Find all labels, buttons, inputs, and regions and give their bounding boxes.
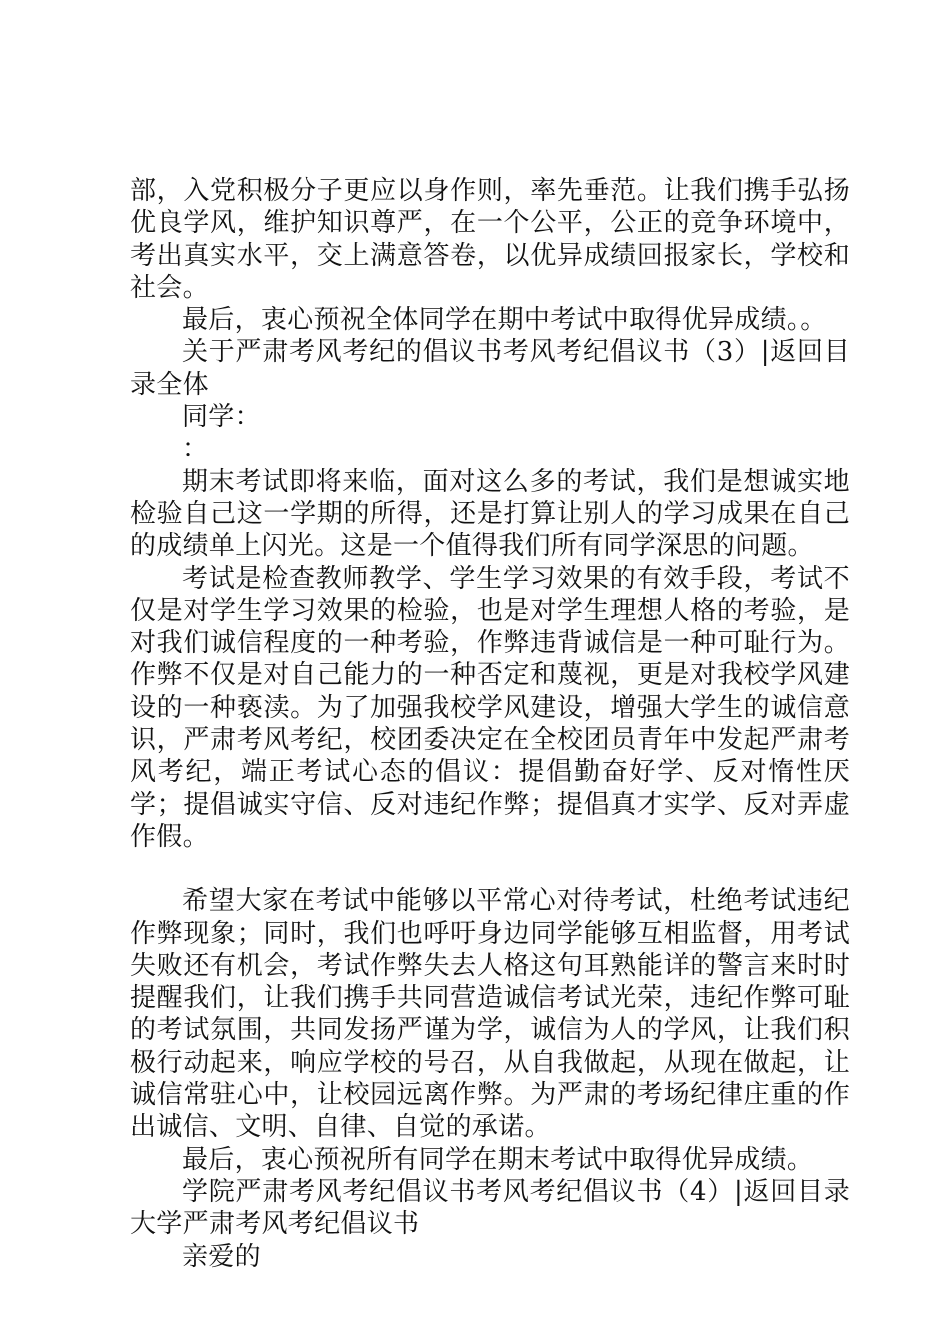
paragraph-intro: 期末考试即将来临，面对这么多的考试，我们是想诚实地检验自己这一学期的所得，还是打算让别人的学习成果在自己的成绩单上闪光。这是一个值得我们所有同学深思的问题。: [130, 466, 850, 562]
section-heading-3: 关于严肃考风考纪的倡议书考风考纪倡议书（3）|返回目录全体: [130, 337, 850, 400]
document-body: [130, 175, 850, 1273]
paragraph-gap: [130, 853, 850, 885]
salutation-next: 亲爱的: [182, 1241, 261, 1272]
salutation-colon: ：: [182, 434, 209, 465]
paragraph-exam-purpose: 考试是检查教师教学、学生学习效果的有效手段，考试不仅是对学生学习效果的检验，也是对学生理想人格的考验，是对我们诚信程度的一种考验，作弊违背诚信是一种可耻行为。作弊不仅是对自己能力的一种否定和蔑视，更是对我校学风建设的一种亵渎。为了加强我校学风建设，增强大学生的诚信意识，严肃考风考纪，校团委决定在全校团员青年中发起严肃考风考纪，端正考试心态的倡议：提倡勤奋好学、反对惰性厌学；提倡诚实守信、反对违纪作弊；提倡真才实学、反对弄虚作假。: [130, 563, 850, 852]
paragraph-closing-wish-final: 最后，衷心预祝所有同学在期末考试中取得优异成绩。: [182, 1144, 814, 1175]
paragraph-closing-wish-midterm: 最后，衷心预祝全体同学在期中考试中取得优异成绩。。: [182, 305, 827, 336]
section-heading-4: 学院严肃考风考纪倡议书考风考纪倡议书（4）|返回目录大学严肃考风考纪倡议书: [130, 1176, 850, 1240]
paragraph-continuation: 部，入党积极分子更应以身作则，率先垂范。让我们携手弘扬优良学风，维护知识尊严，在一个公平，公正的竞争环境中，考出真实水平，交上满意答卷，以优异成绩回报家长，学校和社会。: [130, 176, 850, 303]
salutation: 同学：: [182, 402, 261, 433]
paragraph-hope: 希望大家在考试中能够以平常心对待考试，杜绝考试违纪作弊现象；同时，我们也呼吁身边同学能够互相监督，用考试失败还有机会，考试作弊失去人格这句耳熟能详的警言来时时提醒我们，让我们携手共同营造诚信考试光荣，违纪作弊可耻的考试氛围，共同发扬严谨为学，诚信为人的学风，让我们积极行动起来，响应学校的号召，从自我做起，从现在做起，让诚信常驻心中，让校园远离作弊。为严肃的考场纪律庄重的作出诚信、文明、自律、自觉的承诺。: [130, 886, 850, 1143]
